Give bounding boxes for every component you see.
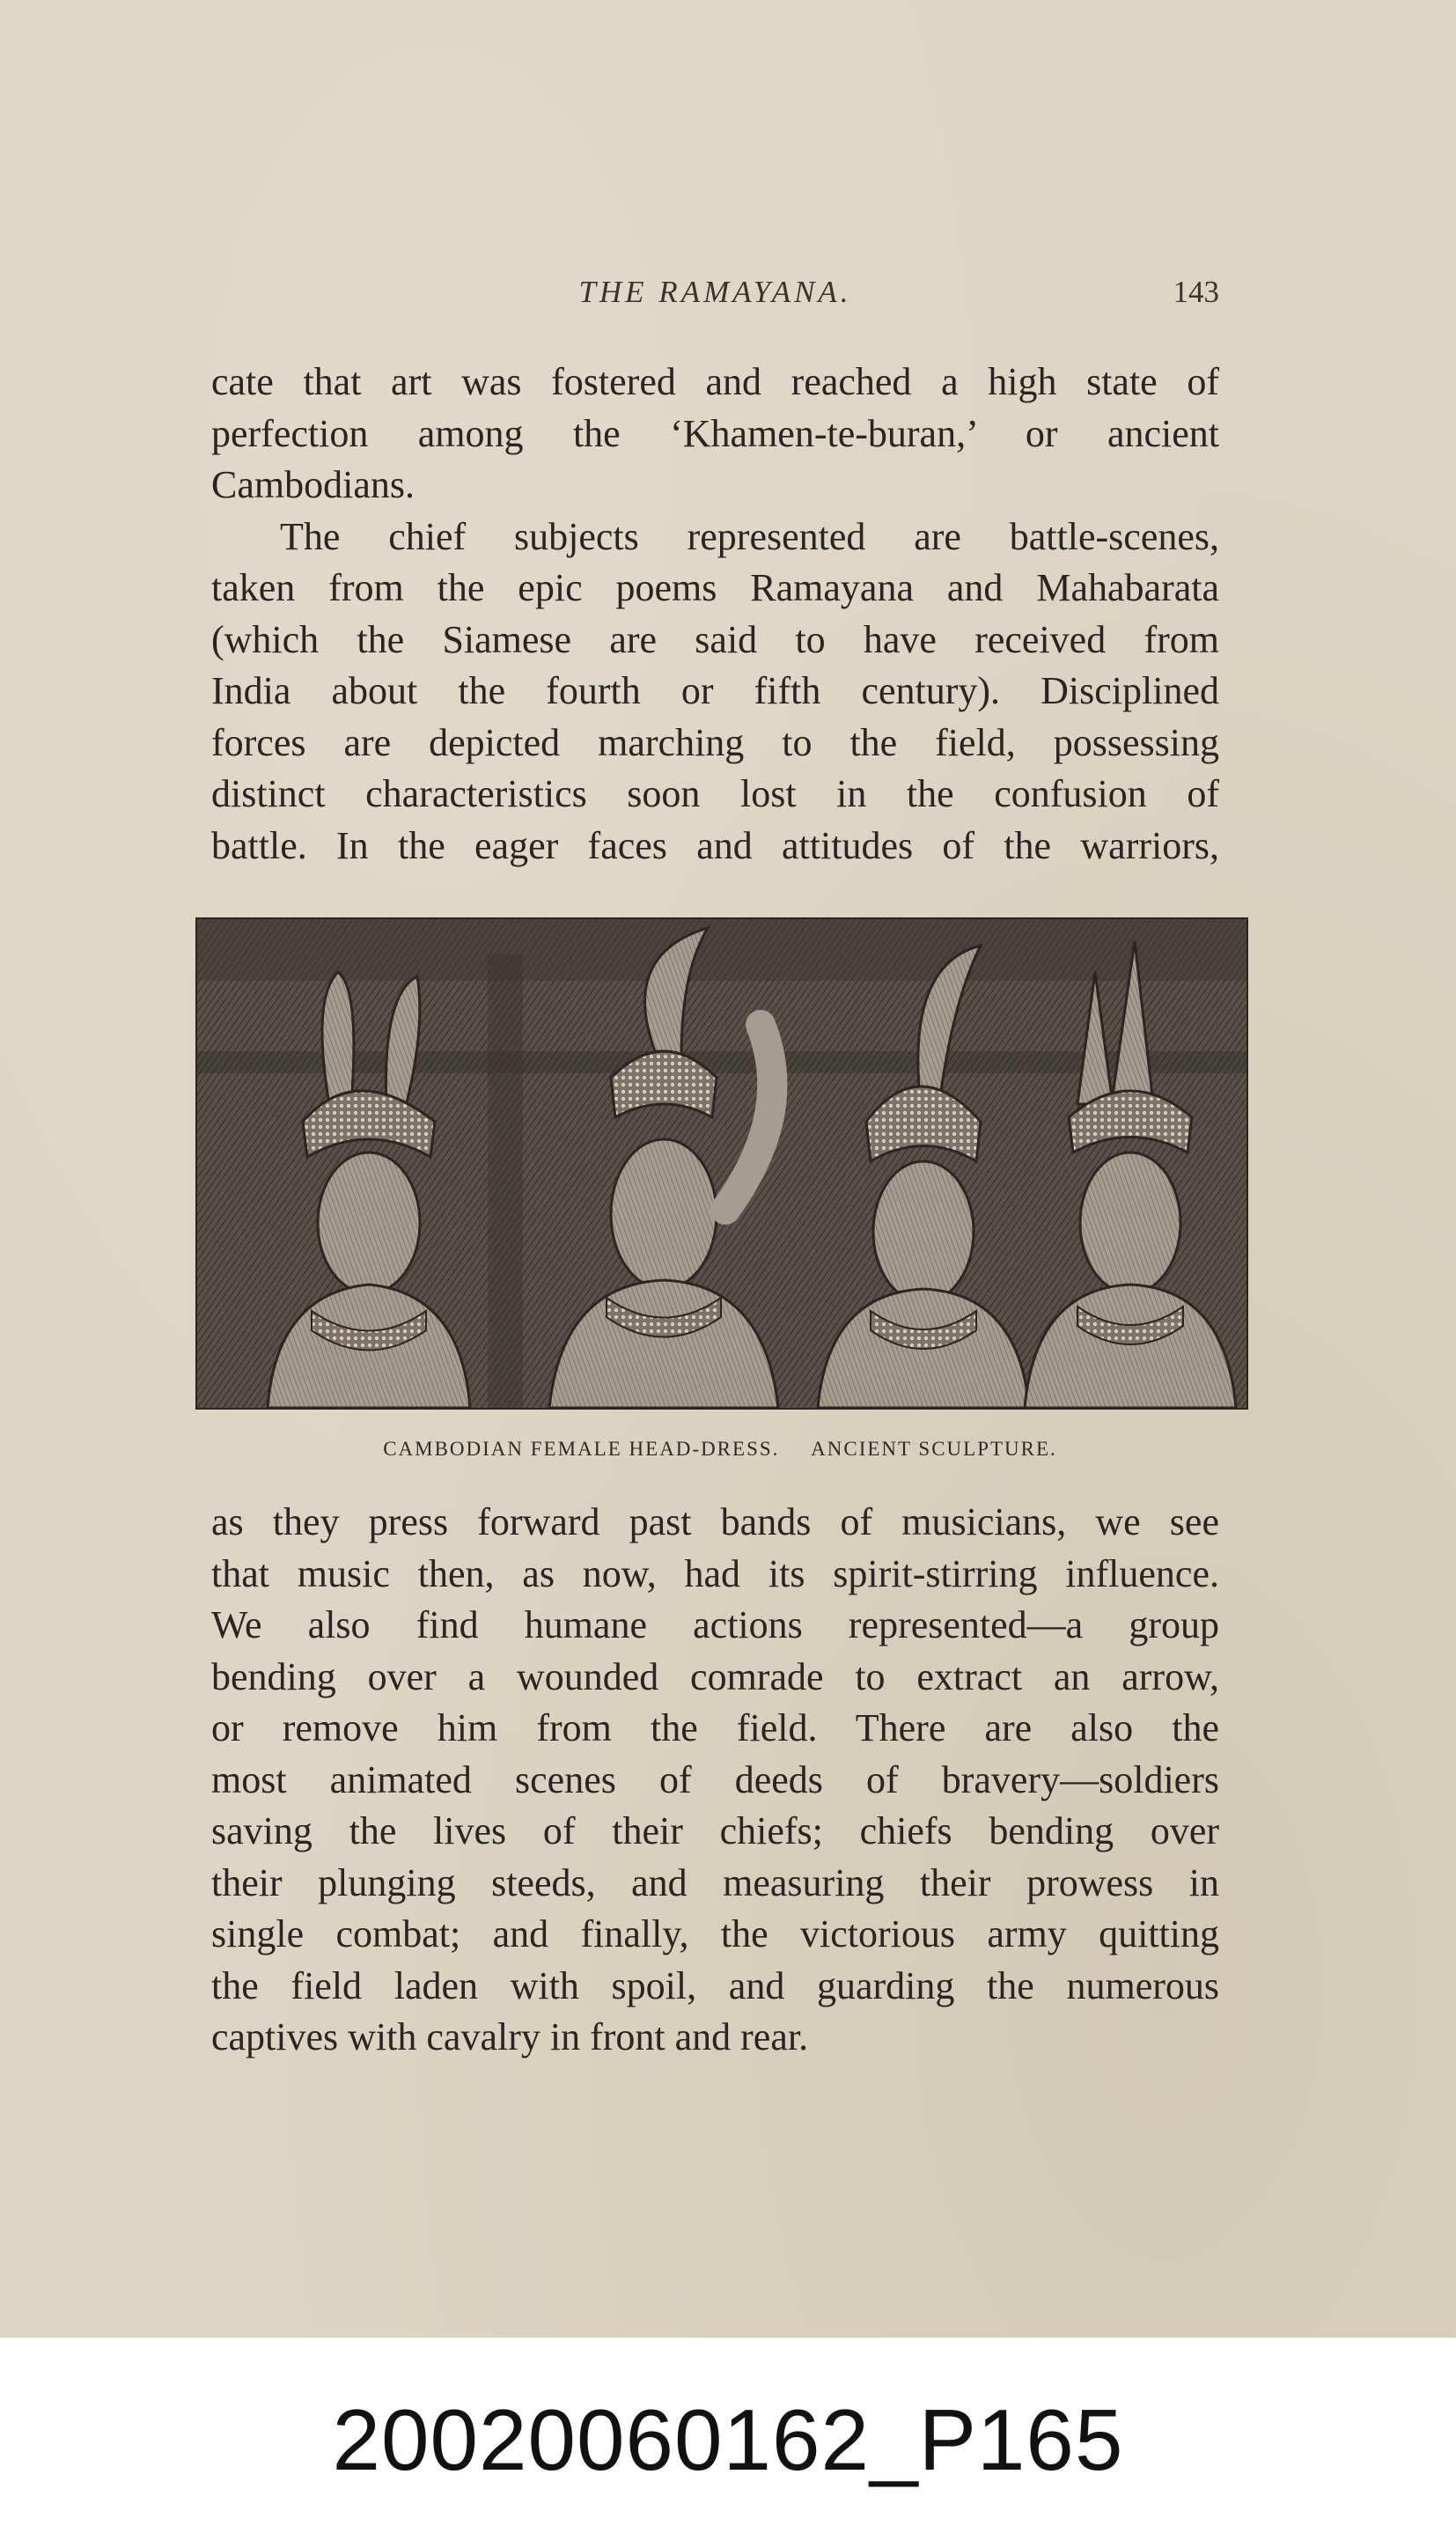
text-line: their plunging steeds, and measuring their prowess in <box>211 1860 1219 1904</box>
caption-title: CAMBODIAN FEMALE HEAD-DRESS. <box>383 1438 780 1460</box>
figure-caption <box>195 1438 1245 1461</box>
text-line: or remove him from the field. There are also the <box>211 1706 1219 1749</box>
text-line: the field laden with spoil, and guarding the numerous <box>211 1963 1219 2007</box>
text-line: We also find humane actions represented—a group <box>211 1603 1219 1646</box>
text-line: India about the fourth or fifth century). Disciplined <box>211 669 1219 712</box>
text-line: as they press forward past bands of musicians, we see <box>211 1500 1219 1543</box>
paragraph-block-upper <box>211 357 1219 872</box>
engraving-illustration <box>197 919 1246 1408</box>
text-line: that music then, as now, had its spirit-stirring influence. <box>211 1551 1219 1595</box>
text-line: battle. In the eager faces and attitudes of the warriors, <box>211 823 1219 867</box>
paragraph-block-lower <box>211 1497 1219 2064</box>
caption-subtitle: ANCIENT SCULPTURE. <box>811 1438 1057 1460</box>
text-line: forces are depicted marching to the field, possessing <box>211 720 1219 764</box>
text-line: most animated scenes of deeds of bravery—soldiers <box>211 1757 1219 1801</box>
page-number: 143 <box>1173 275 1219 309</box>
text-line: distinct characteristics soon lost in the confusion of <box>211 772 1219 815</box>
catalog-identifier: 20020060162_P165 <box>332 2391 1124 2488</box>
text-line: single combat; and finally, the victorious army quitting <box>211 1912 1219 1955</box>
sculpture-engraving <box>195 917 1248 1410</box>
text-line: (which the Siamese are said to have received from <box>211 617 1219 661</box>
text-line: saving the lives of their chiefs; chiefs bending over <box>211 1809 1219 1852</box>
text-line: Cambodians. <box>211 463 415 506</box>
text-line: cate that art was fostered and reached a high state of <box>211 360 1219 403</box>
text-line: perfection among the ‘Khamen-te-buran,’ or ancient <box>211 411 1219 455</box>
running-head <box>211 275 1219 319</box>
text-line: bending over a wounded comrade to extract an arrow, <box>211 1654 1219 1698</box>
running-title: THE RAMAYANA. <box>578 275 852 309</box>
text-line: The chief subjects represented are battle-scenes, <box>280 514 1219 558</box>
text-line: captives with cavalry in front and rear. <box>211 2015 809 2058</box>
text-line: taken from the epic poems Ramayana and Mahabarata <box>211 566 1219 609</box>
